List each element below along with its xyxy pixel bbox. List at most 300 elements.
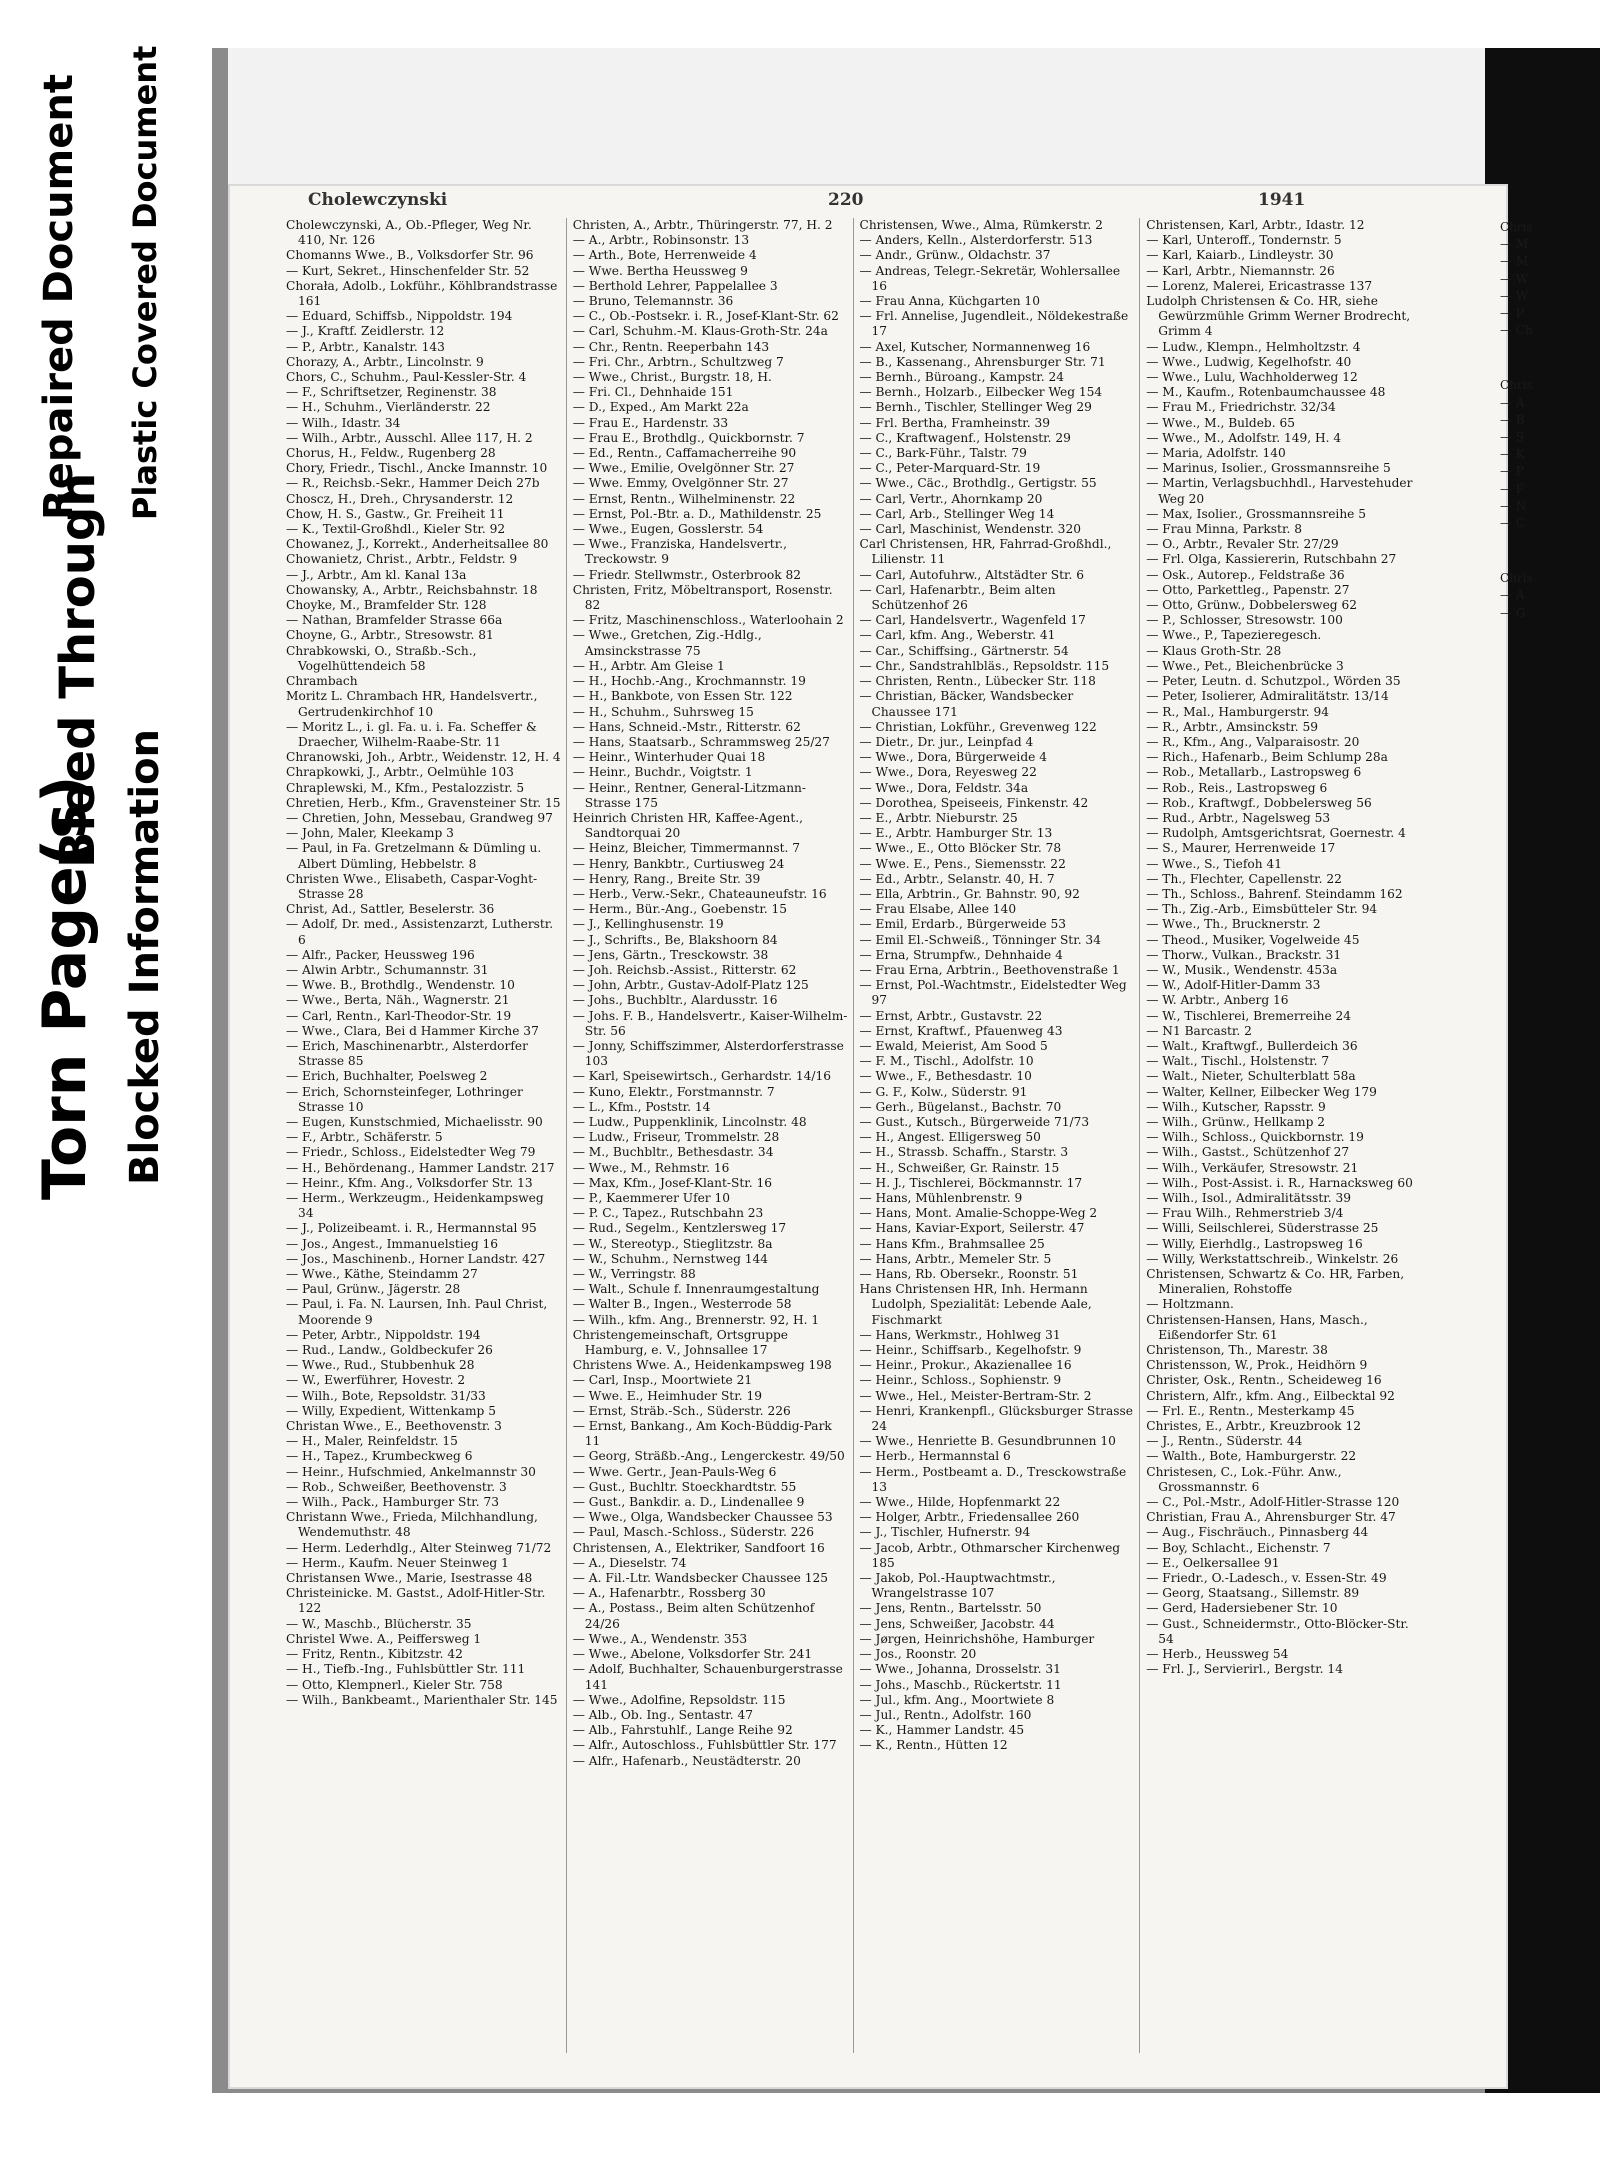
directory-entry: — Paul, i. Fa. N. Laursen, Inh. Paul Christ, Moorende 9 [286, 1297, 548, 1327]
directory-entry: — Wwe., Olga, Wandsbecker Chaussee 53 [572, 1510, 833, 1525]
directory-entry: — Marinus, Isolier., Grossmannsreihe 5 [1146, 461, 1391, 476]
directory-entry: Christel Wwe. A., Peiffersweg 1 [286, 1631, 482, 1646]
directory-entry: — Wwe. Gertr., Jean-Pauls-Weg 6 [572, 1464, 777, 1479]
directory-entry: — Wilh., Gastst., Schützenhof 27 [1146, 1145, 1350, 1160]
directory-entry: — Rud., Landw., Goldbeckufer 26 [286, 1343, 493, 1358]
directory-entry: — Max, Kfm., Josef-Klant-Str. 16 [572, 1175, 772, 1190]
directory-entry: — Walter, Kellner, Eilbecker Weg 179 [1146, 1084, 1377, 1099]
directory-entry: — Kuno, Elektr., Forstmannstr. 7 [572, 1084, 775, 1099]
directory-entry: — Wwe., Dora, Reyesweg 22 [859, 765, 1037, 780]
directory-entry: — Hans, Arbtr., Memeler Str. 5 [859, 1251, 1052, 1266]
directory-entry: — Wwe., Dora, Feldstr. 34a [859, 780, 1029, 795]
directory-entry: — R., Reichsb.-Sekr., Hammer Deich 27b [286, 476, 540, 491]
watermark-label-panel [0, 0, 210, 2177]
directory-entry: — Erna, Strumpfw., Dehnhaide 4 [859, 947, 1063, 962]
directory-entry: — Herm., Postbeamt a. D., Tresckowstraße 13 [859, 1464, 1127, 1494]
directory-entry: — Maria, Adolfstr. 140 [1146, 446, 1286, 461]
directory-entry: — Friedr., Schloss., Eidelstedter Weg 79 [286, 1145, 536, 1160]
directory-entry: — Lorenz, Malerei, Ericastrasse 137 [1146, 278, 1373, 293]
directory-entry: — R., Arbtr., Amsinckstr. 59 [1146, 719, 1319, 734]
directory-entry: — Wwe., Käthe, Steindamm 27 [286, 1267, 478, 1282]
edge-fragment-text: — Ch [1500, 323, 1533, 338]
directory-entry: Chors, C., Schuhm., Paul-Kessler-Str. 4 [286, 370, 527, 385]
directory-entry: — Christian, Bäcker, Wandsbecker Chaussee 171 [859, 689, 1074, 719]
directory-entry: — H., Tapez., Krumbeckweg 6 [286, 1449, 473, 1464]
edge-fragment-text: — P [1500, 464, 1524, 479]
directory-entry: — Bernh., Büroang., Kampstr. 24 [859, 370, 1065, 385]
directory-entry: — Rob., Schweißer, Beethovenstr. 3 [286, 1479, 507, 1494]
directory-entry: — Rud., Arbtr., Nagelsweg 53 [1146, 810, 1331, 825]
directory-entry: — Ewald, Meierist, Am Sood 5 [859, 1038, 1048, 1053]
directory-entry: Christeinicke. M. Gastst., Adolf-Hitler-Str. 122 [286, 1586, 546, 1616]
directory-entry: — John, Arbtr., Gustav-Adolf-Platz 125 [572, 978, 809, 993]
directory-entry: — Hans, Werkmstr., Hohlweg 31 [859, 1327, 1061, 1342]
directory-entry: — Moritz L., i. gl. Fa. u. i. Fa. Scheffer & Draecher, Wilhelm-Raabe-Str. 11 [286, 719, 537, 749]
directory-entry: — J., Tischler, Hufnerstr. 94 [859, 1525, 1031, 1540]
directory-entry: — R., Kfm., Ang., Valparaisostr. 20 [1146, 734, 1360, 749]
directory-entry: — J., Rentn., Süderstr. 44 [1146, 1434, 1303, 1449]
directory-entry: — Osk., Autorep., Feldstraße 36 [1146, 567, 1345, 582]
directory-entry: — Paul, in Fa. Gretzelmann & Dümling u. Albert Dümling, Hebbelstr. 8 [286, 841, 542, 871]
directory-entry: — Gust., Schneidermstr., Otto-Blöcker-Str. 54 [1146, 1616, 1409, 1646]
directory-entry: — W., Verringstr. 88 [572, 1267, 696, 1282]
directory-entry: — Hans, Kaviar-Export, Seilerstr. 47 [859, 1221, 1085, 1236]
directory-entry: Christensen, Wwe., Alma, Rümkerstr. 2 [859, 218, 1103, 232]
directory-entry: — Herb., Heussweg 54 [1146, 1647, 1289, 1662]
directory-entry: — Chr., Sandstrahlbläs., Repsoldstr. 115 [859, 658, 1110, 673]
directory-entry: — Jul., Rentn., Adolfstr. 160 [859, 1707, 1032, 1722]
directory-entry: — Wwe., Abelone, Volksdorfer Str. 241 [572, 1647, 813, 1662]
bleed-through-label: Bleed Through [50, 472, 106, 868]
directory-entry: — Wwe. E., Heimhuder Str. 19 [572, 1388, 762, 1403]
directory-entry: — H., Hochb.-Ang., Krochmannstr. 19 [572, 674, 806, 689]
directory-entry: — Jos., Maschinenb., Horner Landstr. 427 [286, 1251, 546, 1266]
directory-entry: — Wwe., Pet., Bleichenbrücke 3 [1146, 658, 1344, 673]
directory-entry: Chrapkowki, J., Arbtr., Oelmühle 103 [286, 765, 514, 780]
directory-entry: — Johs., Buchbltr., Alardusstr. 16 [572, 993, 778, 1008]
directory-entry: — P., Arbtr., Kanalstr. 143 [286, 339, 445, 354]
directory-entry: — Rud., Segelm., Kentzlersweg 17 [572, 1221, 787, 1236]
header-page-number: 220 [828, 190, 864, 210]
directory-entry: — H., Arbtr. Am Gleise 1 [572, 658, 725, 673]
directory-entry: — C., Pol.-Mstr., Adolf-Hitler-Strasse 120 [1146, 1495, 1400, 1510]
scan-top-strip [228, 48, 1485, 184]
directory-entry: — Hans, Mühlenbrenstr. 9 [859, 1191, 1023, 1205]
directory-entry: — Andreas, Telegr.-Sekretär, Wohlersallee 16 [859, 263, 1121, 293]
directory-entry: — H. J., Tischlerei, Böckmannstr. 17 [859, 1175, 1083, 1190]
edge-fragment-text: — W [1500, 288, 1529, 303]
directory-entry: — Karl, Kaiarb., Lindleystr. 30 [1146, 248, 1334, 263]
directory-entry: Christern, Alfr., kfm. Ang., Eilbecktal 92 [1146, 1388, 1395, 1403]
directory-entry: Christ, Ad., Sattler, Beselerstr. 36 [286, 902, 495, 917]
directory-entry: — Alb., Ob. Ing., Sentastr. 47 [572, 1707, 754, 1722]
directory-entry: Christen, Fritz, Möbeltransport, Rosenstr. 82 [572, 582, 833, 613]
directory-entry: — Th., Zig.-Arb., Eimsbütteler Str. 94 [1146, 902, 1378, 917]
edge-fragment-text: — S [1500, 430, 1525, 445]
directory-entry: — Wwe., Eugen, Gosslerstr. 54 [572, 522, 764, 537]
directory-entry: Chory, Friedr., Tischl., Ancke Imannstr. 10 [286, 461, 548, 476]
directory-entry: Chorazy, A., Arbtr., Lincolnstr. 9 [286, 354, 484, 369]
directory-entry: — Frau Erna, Arbtrin., Beethovenstraße 1 [859, 962, 1120, 977]
directory-entry: — Bernh., Holzarb., Eilbecker Weg 154 [859, 385, 1103, 400]
directory-entry: — Jos., Angest., Immanuelstieg 16 [286, 1236, 499, 1251]
edge-fragment-text: — W [1500, 271, 1529, 286]
directory-entry: Ludolph Christensen & Co. HR, siehe Gewürzmühle Grimm Werner Brodrecht, Grimm 4 [1146, 294, 1411, 339]
directory-column-1 [286, 218, 567, 2053]
directory-entry: — Willy, Werkstattschreib., Winkelstr. 26 [1146, 1251, 1399, 1266]
directory-entry: — Walt., Nieter, Schulterblatt 58a [1146, 1069, 1356, 1084]
directory-entry: — Rich., Hafenarb., Beim Schlump 28a [1146, 750, 1388, 765]
directory-entry: — W., Tischlerei, Bremerreihe 24 [1146, 1008, 1352, 1023]
directory-entry: Chretien, Herb., Kfm., Gravensteiner Str. 15 [286, 795, 561, 810]
edge-fragment-text: — P [1500, 306, 1524, 321]
directory-entry: — Herb., Hermannstal 6 [859, 1449, 1011, 1464]
directory-entry: — E., Oelkersallee 91 [1146, 1555, 1280, 1570]
directory-entry: — Herm., Werkzeugm., Heidenkampsweg 34 [286, 1191, 544, 1221]
directory-entry: — Willi, Seilschlerei, Süderstrasse 25 [1146, 1221, 1379, 1236]
directory-entry: — Herm., Bür.-Ang., Goebenstr. 15 [572, 902, 788, 917]
directory-entry: Choscz, H., Dreh., Chrysanderstr. 12 [286, 491, 514, 506]
directory-entry: — Axel, Kutscher, Normannenweg 16 [859, 339, 1091, 354]
directory-entry: — Martin, Verlagsbuchhdl., Harvestehuder Weg 20 [1146, 476, 1413, 506]
directory-entry: — Carl, Arb., Stellinger Weg 14 [859, 506, 1055, 521]
directory-entry: — Wwe., Ludwig, Kegelhofstr. 40 [1146, 354, 1352, 369]
directory-column-4 [1146, 218, 1426, 2053]
directory-entry: — Carl, Schuhm.-M. Klaus-Groth-Str. 24a [572, 324, 828, 339]
directory-entry: — Fritz, Rentn., Kibitzstr. 42 [286, 1647, 463, 1662]
directory-entry: — Rudolph, Amtsgerichtsrat, Goernestr. 4 [1146, 826, 1406, 841]
edge-fragment-text: — G [1500, 605, 1526, 620]
edge-fragment-text: — N [1500, 498, 1527, 513]
directory-entry: — Heinr., Buchdr., Voigtstr. 1 [572, 765, 753, 780]
directory-entry: — L., Kfm., Poststr. 14 [572, 1099, 711, 1114]
directory-entry: — Carl, Hafenarbtr., Beim alten Schützenhof 26 [859, 582, 1056, 613]
directory-entry: — Otto, Klempnerl., Kieler Str. 758 [286, 1677, 503, 1692]
directory-entry: — Friedr. Stellwmstr., Osterbrook 82 [572, 567, 801, 582]
directory-entry: — Wwe. Bertha Heussweg 9 [572, 263, 748, 278]
directory-entry: — Jens, Rentn., Bartelsstr. 50 [859, 1601, 1042, 1616]
directory-entry: — Ernst, Arbtr., Gustavstr. 22 [859, 1008, 1043, 1023]
directory-entry: — Fritz, Maschinenschloss., Waterloohain 2 [572, 613, 844, 628]
directory-entry: — Ella, Arbtrin., Gr. Bahnstr. 90, 92 [859, 886, 1080, 901]
directory-entry: Hans Christensen HR, Inh. Hermann Ludolph, Spezialität: Lebende Aale, Fischmarkt [859, 1282, 1092, 1327]
directory-entry: — Arth., Bote, Herrenweide 4 [572, 248, 757, 263]
directory-entry: — Wilh., Post-Assist. i. R., Harnacksweg 60 [1146, 1175, 1413, 1190]
directory-column-2 [573, 218, 854, 2053]
directory-entry: — Carl, Autofuhrw., Altstädter Str. 6 [859, 567, 1085, 582]
directory-entry: — Max, Isolier., Grossmannsreihe 5 [1146, 506, 1367, 521]
directory-entry: — Wwe., Berta, Näh., Wagnerstr. 21 [286, 993, 510, 1008]
directory-entry: Chranowski, Joh., Arbtr., Weidenstr. 12, H. 4 [286, 750, 561, 765]
directory-entry: — Alfr., Packer, Heussweg 196 [286, 947, 475, 962]
directory-entry: — Emil, Erdarb., Bürgerweide 53 [859, 917, 1067, 932]
directory-entry: — Erich, Maschinenarbtr., Alsterdorfer Strasse 85 [286, 1038, 528, 1069]
directory-entry: — Wwe., Johanna, Drosselstr. 31 [859, 1662, 1061, 1677]
directory-entry: — Ernst, Pol.-Btr. a. D., Mathildenstr. 25 [572, 506, 822, 521]
directory-entry: — Wwe., P., Tapezieregesch. [1146, 628, 1322, 643]
directory-entry: — H., Maler, Reinfeldstr. 15 [286, 1434, 458, 1449]
directory-entry: — Peter, Isolierer, Admiralitätstr. 13/14 [1146, 689, 1389, 704]
directory-entry: — J., Kraftf. Zeidlerstr. 12 [286, 324, 445, 339]
directory-entry: — A., Hafenarbtr., Rossberg 30 [572, 1586, 766, 1601]
directory-entry: Chomanns Wwe., B., Volksdorfer Str. 96 [286, 248, 534, 263]
directory-entry: — Th., Flechter, Capellenstr. 22 [1146, 871, 1342, 886]
edge-fragment-text: — M [1500, 237, 1529, 252]
directory-entry: — Chretien, John, Messebau, Grandweg 97 [286, 810, 553, 825]
directory-entry: Moritz L. Chrambach HR, Handelsvertr., Gertrudenkirchhof 10 [286, 689, 538, 719]
directory-entry: — Wwe., M., Buldeb. 65 [1146, 415, 1295, 430]
directory-entry: — Otto, Grünw., Dobbelersweg 62 [1146, 598, 1357, 613]
directory-entry: — Alfr., Hafenarb., Neustädterstr. 20 [572, 1753, 801, 1768]
directory-entry: — F. M., Tischl., Adolfstr. 10 [859, 1054, 1034, 1069]
directory-entry: — P. C., Tapez., Rutschbahn 23 [572, 1206, 764, 1221]
directory-entry: Choyke, M., Bramfelder Str. 128 [286, 598, 487, 613]
directory-entry: — Frl. J., Servierirl., Bergstr. 14 [1146, 1662, 1343, 1677]
directory-entry: — Chr., Rentn. Reeperbahn 143 [572, 339, 770, 354]
directory-entry: — Wwe. E., Pens., Siemensstr. 22 [859, 856, 1066, 871]
directory-entry: — Dietr., Dr. jur., Leinpfad 4 [859, 734, 1034, 749]
directory-entry: — Nathan, Bramfelder Strasse 66a [286, 613, 503, 628]
directory-entry: — Wwe., Franziska, Handelsvertr., Treckowstr. 9 [572, 537, 787, 567]
edge-fragment-text: — A [1500, 395, 1525, 410]
directory-entry: — Frau E., Brothdlg., Quickbornstr. 7 [572, 430, 805, 445]
directory-entry: — Thorw., Vulkan., Brackstr. 31 [1146, 947, 1342, 962]
plastic-covered-document-label: Plastic Covered Document [126, 45, 164, 520]
directory-entry: Christann Wwe., Frieda, Milchhandlung, Wendemuthstr. 48 [286, 1510, 538, 1540]
directory-entry: — Gust., Buchltr. Stoeckhardtstr. 55 [572, 1479, 797, 1494]
directory-entry: — Aug., Fischräuch., Pinnasberg 44 [1146, 1525, 1369, 1540]
directory-entry: — C., Ob.-Postsekr. i. R., Josef-Klant-Str. 62 [572, 309, 839, 324]
directory-entry: — J., Arbtr., Am kl. Kanal 13a [286, 567, 467, 582]
directory-entry: — Rob., Metallarb., Lastropsweg 6 [1146, 765, 1362, 780]
directory-entry: — Wwe., M., Adolfstr. 149, H. 4 [1146, 430, 1342, 445]
directory-entry: — Wilh., Pack., Hamburger Str. 73 [286, 1495, 500, 1510]
directory-entry: — Jacob, Arbtr., Othmarscher Kirchenweg 185 [859, 1540, 1121, 1570]
header-year: 1941 [1258, 190, 1306, 210]
directory-entry: — Ernst, Kraftwf., Pfauenweg 43 [859, 1023, 1063, 1038]
directory-entry: — Car., Schiffsing., Gärtnerstr. 54 [859, 643, 1069, 658]
directory-entry: — Heinr., Kfm. Ang., Volksdorfer Str. 13 [286, 1175, 533, 1190]
directory-entry: — Holger, Arbtr., Friedensallee 260 [859, 1510, 1080, 1525]
directory-entry: — Carl, Rentn., Karl-Theodor-Str. 19 [286, 1008, 512, 1023]
directory-entry: Chowansky, A., Arbtr., Reichsbahnstr. 18 [286, 582, 538, 597]
directory-entry: — Heinr., Rentner, General-Litzmann-Strasse 175 [572, 780, 807, 810]
directory-entry: — Herm. Lederhdlg., Alter Steinweg 71/72 [286, 1540, 552, 1555]
directory-entry: — W., Musik., Wendenstr. 453a [1146, 962, 1338, 977]
directory-entry: — Erich, Schornsteinfeger, Lothringer Strasse 10 [286, 1084, 523, 1114]
directory-entry: — Wilh., Schloss., Quickbornstr. 19 [1146, 1130, 1364, 1145]
directory-entry: — P., Schlosser, Stresowstr. 100 [1146, 613, 1343, 628]
directory-entry: — Carl, Vertr., Ahornkamp 20 [859, 491, 1043, 506]
directory-entry: — J., Kellinghusenstr. 19 [572, 917, 724, 932]
directory-entry: — Frau Minna, Parkstr. 8 [1146, 522, 1302, 537]
edge-fragment-text: — A [1500, 588, 1525, 603]
page-header [228, 190, 1508, 212]
directory-entry: — Otto, Parkettleg., Papenstr. 27 [1146, 582, 1350, 597]
directory-entry: — Christen, Rentn., Lübecker Str. 118 [859, 674, 1096, 689]
directory-entry: — Frl. Olga, Kassiererin, Rutschbahn 27 [1146, 552, 1397, 567]
directory-entry: — Heinz, Bleicher, Timmermannst. 7 [572, 841, 801, 856]
repaired-document-label: Repaired Document [36, 74, 82, 520]
directory-entry: — Georg, Staatsang., Sillemstr. 89 [1146, 1586, 1360, 1601]
directory-entry: — Johs., Maschb., Rückertstr. 11 [859, 1677, 1062, 1692]
directory-entry: — Ludw., Klempn., Helmholtzstr. 4 [1146, 339, 1361, 354]
directory-entry: — Carl, Insp., Moortwiete 21 [572, 1373, 753, 1388]
directory-entry: — Peter, Leutn. d. Schutzpol., Wörden 35 [1146, 674, 1401, 689]
directory-entry: — A., Dieselstr. 74 [572, 1555, 687, 1570]
directory-entry: — Peter, Arbtr., Nippoldstr. 194 [286, 1327, 481, 1342]
directory-entry: — Hans, Mont. Amalie-Schoppe-Weg 2 [859, 1206, 1098, 1221]
directory-entry: — Ed., Arbtr., Selanstr. 40, H. 7 [859, 871, 1055, 886]
directory-entry: — Friedr., O.-Ladesch., v. Essen-Str. 49 [1146, 1571, 1387, 1586]
directory-entry: — Ernst, Pol.-Wachtmstr., Eidelstedter Weg 97 [859, 978, 1127, 1008]
directory-entry: — Hans Kfm., Brahmsallee 25 [859, 1236, 1045, 1251]
directory-entry: — Wwe., M., Rehmstr. 16 [572, 1160, 730, 1175]
directory-entry: — O., Arbtr., Revaler Str. 27/29 [1146, 537, 1339, 552]
directory-entry: — Wwe., Adolfine, Repsoldstr. 115 [572, 1692, 786, 1707]
directory-entry: Carl Christensen, HR, Fahrrad-Großhdl., Lilienstr. 11 [859, 537, 1112, 567]
directory-entry: Cholewczynski, A., Ob.-Pfleger, Weg Nr. 410, Nr. 126 [286, 218, 532, 248]
directory-entry: — Wwe., Rud., Stubbenhuk 28 [286, 1358, 475, 1373]
directory-entry: — Karl, Speisewirtsch., Gerhardstr. 14/16 [572, 1069, 832, 1084]
directory-entry: — R., Mal., Hamburgerstr. 94 [1146, 704, 1330, 719]
directory-entry: — Paul, Masch.-Schloss., Süderstr. 226 [572, 1525, 814, 1540]
directory-entry: — Georg, Sträßb.-Ang., Lengerckestr. 49/50 [572, 1449, 845, 1464]
directory-entry: — Gust., Kutsch., Bürgerweide 71/73 [859, 1114, 1090, 1129]
directory-entry: — Jul., kfm. Ang., Moortwiete 8 [859, 1692, 1055, 1707]
directory-entry: — Walt., Schule f. Innenraumgestaltung [572, 1282, 820, 1297]
directory-entry: — W., Maschb., Blücherstr. 35 [286, 1616, 472, 1631]
directory-entry: Christian, Frau A., Ahrensburger Str. 47 [1146, 1510, 1396, 1525]
directory-entry: — Erich, Buchhalter, Poelsweg 2 [286, 1069, 488, 1084]
directory-entry: — Henry, Bankbtr., Curtiusweg 24 [572, 856, 785, 871]
directory-entry: Christensen, A., Elektriker, Sandfoort 16 [572, 1540, 825, 1555]
directory-entry: — Walth., Bote, Hamburgerstr. 22 [1146, 1449, 1357, 1464]
directory-entry: — W., Ewerführer, Hovestr. 2 [286, 1373, 466, 1388]
directory-entry: — Fri. Chr., Arbtrn., Schultzweg 7 [572, 354, 784, 369]
directory-entry: — Wwe., Cäc., Brothdlg., Gertigstr. 55 [859, 476, 1097, 491]
directory-entry: — W., Adolf-Hitler-Damm 33 [1146, 978, 1321, 993]
directory-entry: — Alb., Fahrstuhlf., Lange Reihe 92 [572, 1723, 793, 1738]
directory-entry: Christer, Osk., Rentn., Scheideweg 16 [1146, 1373, 1382, 1388]
directory-entry: — Ludw., Friseur, Trommelstr. 28 [572, 1130, 780, 1145]
directory-entry: — Wwe., E., Otto Blöcker Str. 78 [859, 841, 1062, 856]
directory-entry: — Carl, Maschinist, Wendenstr. 320 [859, 522, 1081, 537]
directory-entry: Chowanez, J., Korrekt., Anderheitsallee 80 [286, 537, 549, 552]
directory-entry: — H., Angest. Elligersweg 50 [859, 1130, 1041, 1145]
directory-entry: — Bernh., Tischler, Stellinger Weg 29 [859, 400, 1092, 415]
directory-entry: — N1 Barcastr. 2 [1146, 1023, 1252, 1038]
directory-entry: — A., Arbtr., Robinsonstr. 13 [572, 233, 750, 248]
directory-entry: — W., Stereotyp., Stieglitzstr. 8a [572, 1236, 773, 1251]
directory-entry: — K., Rentn., Hütten 12 [859, 1738, 1008, 1753]
directory-entry: — Frau Wilh., Rehmerstrieb 3/4 [1146, 1206, 1344, 1221]
directory-entry: — Alwin Arbtr., Schumannstr. 31 [286, 962, 489, 977]
directory-entry: Christan Wwe., E., Beethovenstr. 3 [286, 1419, 502, 1434]
directory-entry: — Wwe., A., Wendenstr. 353 [572, 1631, 748, 1646]
directory-entry: — Ernst, Sträb.-Sch., Süderstr. 226 [572, 1403, 791, 1418]
directory-entry: — H., Schuhm., Vierländerstr. 22 [286, 400, 491, 415]
directory-entry: — Walt., Kraftwgf., Bullerdeich 36 [1146, 1038, 1358, 1053]
directory-entry: — C., Kraftwagenf., Holstenstr. 29 [859, 430, 1071, 445]
directory-entry: — Frau Anna, Küchgarten 10 [859, 294, 1040, 309]
directory-entry: — Heinr., Prokur., Akazienallee 16 [859, 1358, 1072, 1373]
directory-entry: — Carl, Handelsvertr., Wagenfeld 17 [859, 613, 1086, 628]
directory-entry: — Jonny, Schiffszimmer, Alsterdorferstrasse 103 [572, 1038, 844, 1069]
directory-entry: — A. Fil.-Ltr. Wandsbecker Chaussee 125 [572, 1571, 828, 1586]
directory-entry: — Frl. Annelise, Jugendleit., Nöldekestraße 17 [859, 309, 1129, 339]
directory-entry: — Herm., Kaufm. Neuer Steinweg 1 [286, 1555, 509, 1570]
directory-entry: — Wwe., Gretchen, Zig.-Hdlg., Amsinckstrasse 75 [572, 628, 762, 658]
directory-entry: — Ernst, Bankang., Am Koch-Büddig-Park 11 [572, 1419, 832, 1449]
directory-entry: Chrambach [286, 674, 358, 689]
adjacent-page-fragment [1500, 220, 1560, 1920]
directory-entry: — Paul, Grünw., Jägerstr. 28 [286, 1282, 461, 1297]
edge-fragment-text: — B [1500, 412, 1525, 427]
directory-entry: — S., Maurer, Herrenweide 17 [1146, 841, 1336, 856]
edge-fragment-text: Chris [1500, 571, 1533, 586]
directory-entry: — Anders, Kelln., Alsterdorferstr. 513 [859, 233, 1093, 248]
edge-fragment-text: — M [1500, 254, 1529, 269]
directory-entry: — Rob., Reis., Lastropsweg 6 [1146, 780, 1328, 795]
directory-entry: — Emil El.-Schweiß., Tönninger Str. 34 [859, 932, 1101, 947]
directory-entry: — Wilh., Grünw., Hellkamp 2 [1146, 1114, 1326, 1129]
directory-entry: — Frau E., Hardenstr. 33 [572, 415, 729, 430]
directory-entry: — Wwe., Henriette B. Gesundbrunnen 10 [859, 1434, 1116, 1449]
directory-entry: — B., Kassenang., Ahrensburger Str. 71 [859, 354, 1106, 369]
blocked-information-label: Blocked Information [122, 728, 168, 1185]
directory-entry: — Eugen, Kunstschmied, Michaelisstr. 90 [286, 1114, 543, 1129]
directory-entry: Christes, E., Arbtr., Kreuzbrook 12 [1146, 1419, 1361, 1434]
directory-entry: — A., Postass., Beim alten Schützenhof 24/26 [572, 1601, 815, 1631]
directory-entry: — W., Schuhm., Nernstweg 144 [572, 1251, 769, 1266]
directory-entry: Christansen Wwe., Marie, Isestrasse 48 [286, 1571, 533, 1586]
directory-entry: — Wilh., Bankbeamt., Marienthaler Str. 145 [286, 1692, 558, 1707]
directory-entry: — Jens, Schweißer, Jacobstr. 44 [859, 1616, 1055, 1631]
directory-entry: — Johs. F. B., Handelsvertr., Kaiser-Wilhelm-Str. 56 [572, 1008, 848, 1038]
directory-entry: Chow, H. S., Gastw., Gr. Freiheit 11 [286, 506, 505, 521]
directory-entry: Christens Wwe. A., Heidenkampsweg 198 [572, 1358, 832, 1373]
directory-entry: — Theod., Musiker, Vogelweide 45 [1146, 932, 1360, 947]
directory-entry: Christen, A., Arbtr., Thüringerstr. 77, H. 2 [572, 218, 833, 232]
edge-fragment-text: Chris [1500, 220, 1533, 234]
directory-entry: — Wwe., Th., Brucknerstr. 2 [1146, 917, 1321, 932]
directory-entry: — Bruno, Telemannstr. 36 [572, 294, 734, 309]
directory-entry: — Gerd, Hadersiebener Str. 10 [1146, 1601, 1338, 1616]
directory-entry: — H., Bankbote, von Essen Str. 122 [572, 689, 793, 704]
directory-entry: — H., Behördenang., Hammer Landstr. 217 [286, 1160, 555, 1175]
directory-entry: — Wilh., Idastr. 34 [286, 415, 401, 430]
directory-entry: Christensen-Hansen, Hans, Masch., Eißendorfer Str. 61 [1146, 1312, 1368, 1342]
directory-entry: — Heinr., Hufschmied, Ankelmannstr 30 [286, 1464, 536, 1479]
directory-entry: — Frl. Bertha, Framheinstr. 39 [859, 415, 1051, 430]
directory-entry: — Hans, Rb. Obersekr., Roonstr. 51 [859, 1267, 1079, 1282]
directory-entry: — John, Maler, Kleekamp 3 [286, 826, 454, 841]
directory-entry: — P., Kaemmerer Ufer 10 [572, 1191, 731, 1205]
directory-entry: — Berthold Lehrer, Pappelallee 3 [572, 278, 778, 293]
directory-entry: — Jørgen, Heinrichshöhe, Hamburger [859, 1631, 1095, 1646]
directory-entry: — E., Arbtr. Nieburstr. 25 [859, 810, 1018, 825]
directory-entry: — Wilh., Isol., Admiralitätsstr. 39 [1146, 1191, 1351, 1205]
directory-entry: — Herb., Verw.-Sekr., Chateauneufstr. 16 [572, 886, 827, 901]
directory-entry: — Th., Schloss., Bahrenf. Steindamm 162 [1146, 886, 1403, 901]
directory-entry: — Henri, Krankenpfl., Glücksburger Strasse 24 [859, 1403, 1133, 1434]
directory-entry: — Ed., Rentn., Caffamacherreihe 90 [572, 446, 797, 461]
directory-entry: — Heinr., Schiffsarb., Kegelhofstr. 9 [859, 1343, 1082, 1358]
directory-entry: — Wwe. Emmy, Ovelgönner Str. 27 [572, 476, 789, 491]
directory-page [228, 184, 1508, 2089]
directory-entry: — G. F., Kolw., Süderstr. 91 [859, 1084, 1028, 1099]
